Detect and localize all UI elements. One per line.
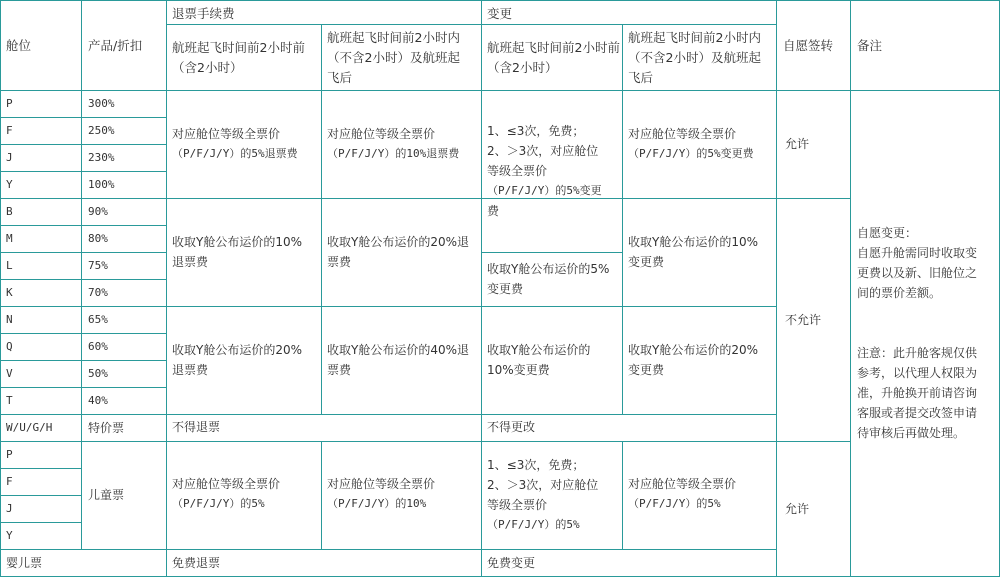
g2-change-within-line2: 变更费 [628,255,665,269]
g1-change-within-line1: 对应舱位等级全票价 [628,127,737,141]
cabin-cell: 婴儿票 [6,556,43,570]
discount-cell: 80% [88,232,108,245]
child-change-before-line4: （P/F/J/Y）的5% [487,518,580,531]
remarks-note-line4: 客服或者提交改签申请 [857,406,978,420]
cabin-cell: M [6,232,13,245]
cabin-cell: F [6,124,13,137]
grid-line [776,441,851,442]
grid-line [0,171,167,172]
header-change-before-2h-line2: （含2小时） [487,60,558,75]
discount-cell: 90% [88,205,108,218]
header-change-within-2h-line3: 飞后 [628,70,654,85]
special-change: 不得更改 [487,420,536,434]
header-change-before-2h-line1: 航班起飞时间前2小时前 [487,40,620,55]
grid-line [166,198,777,199]
grid-line [622,441,623,550]
g2-refund-within-line1: 收取Y舱公布运价的20%退 [327,235,470,249]
grid-line [166,549,777,550]
grid-line [481,0,482,577]
infant-refund: 免费退票 [172,556,221,570]
infant-change: 免费变更 [487,556,536,570]
g1-change-before-line5: 费 [487,204,500,218]
remarks-upgrade-line1: 自愿变更： [857,226,918,240]
g2-change-within-line1: 收取Y舱公布运价的10% [628,235,759,249]
cabin-cell: T [6,394,13,407]
header-refund-fee: 退票手续费 [172,6,235,21]
grid-line [321,24,322,415]
header-change-within-2h-line1: 航班起飞时间前2小时内 [628,30,761,45]
cabin-cell: Q [6,340,13,353]
g3-change-before-line2: 10%变更费 [487,363,550,377]
header-refund-within-2h-line2: （不含2小时）及航班起 [327,50,460,65]
g3-change-within-line2: 变更费 [628,363,665,377]
g3-refund-before-line2: 退票费 [172,363,209,377]
header-voluntary-endorse: 自愿签转 [783,38,834,53]
grid-line [776,0,777,577]
discount-cell: 300% [88,97,115,110]
grid-line [166,414,777,415]
cabin-cell: W/U/G/H [6,421,53,434]
grid-line [481,252,623,253]
g2-refund-before-line1: 收取Y舱公布运价的10% [172,235,303,249]
cabin-cell: L [6,259,13,272]
child-change-before-line2: 2、＞3次，对应舱位 [487,478,599,492]
cabin-cell: J [6,151,13,164]
remarks-note-line1: 注意：此升舱客规仅供 [857,346,978,360]
g2-refund-within-line2: 票费 [327,255,352,269]
child-refund-before-line2: （P/F/J/Y）的5% [172,497,265,510]
grid-line [166,0,167,577]
child-refund-within-line2: （P/F/J/Y）的10% [327,497,427,510]
discount-cell: 100% [88,178,115,191]
remarks-upgrade-line4: 间的票价差额。 [857,286,942,300]
grid-line [0,117,167,118]
remarks-upgrade-line3: 更费以及新、旧舱位之 [857,266,978,280]
g1-change-before-line2: 2、＞3次，对应舱位 [487,144,599,158]
g2-change-before-line1: 收取Y舱公布运价的5% [487,262,610,276]
grid-line [0,414,167,415]
grid-line [0,441,167,442]
header-cabin: 舱位 [6,38,32,53]
discount-cell: 230% [88,151,115,164]
child-refund-before-line1: 对应舱位等级全票价 [172,477,281,491]
cabin-cell: B [6,205,13,218]
grid-line [0,468,82,469]
endorse-not-allowed: 不允许 [785,313,822,327]
grid-line [166,24,777,25]
header-change-within-2h-line2: （不含2小时）及航班起 [628,50,761,65]
g1-change-within-line2: （P/F/J/Y）的5%变更费 [628,147,754,160]
grid-line [0,549,167,550]
g1-refund-before-line1: 对应舱位等级全票价 [172,127,281,141]
discount-cell: 75% [88,259,108,272]
g3-refund-within-line1: 收取Y舱公布运价的40%退 [327,343,470,357]
cabin-cell: Y [6,178,13,191]
cabin-cell: P [6,448,13,461]
grid-line [0,225,167,226]
cabin-cell: J [6,502,13,515]
grid-line [0,306,167,307]
header-change: 变更 [487,6,513,21]
grid-line [166,306,777,307]
header-refund-within-2h-line1: 航班起飞时间前2小时内 [327,30,460,45]
cabin-cell: V [6,367,13,380]
discount-cell: 40% [88,394,108,407]
grid-line [0,333,167,334]
g1-refund-before-line2: （P/F/J/Y）的5%退票费 [172,147,298,160]
g1-endorse: 允许 [785,137,810,151]
grid-line [776,198,851,199]
g1-change-before-line3: 等级全票价 [487,164,548,178]
g2-change-before-line2: 变更费 [487,282,524,296]
grid-line [321,441,322,550]
cabin-cell: Y [6,529,13,542]
child-product-label: 儿童票 [88,488,125,502]
header-refund-before-2h-line2: （含2小时） [172,60,243,75]
child-change-within-line2: （P/F/J/Y）的5% [628,497,721,510]
discount-cell: 60% [88,340,108,353]
grid-line [0,495,82,496]
header-product-discount: 产品/折扣 [88,38,143,53]
g1-change-before-line4: （P/F/J/Y）的5%变更 [487,184,602,197]
header-remarks: 备注 [857,38,883,53]
g3-change-before-line1: 收取Y舱公布运价的 [487,343,591,357]
cabin-cell: P [6,97,13,110]
g2-refund-before-line2: 退票费 [172,255,209,269]
header-refund-within-2h-line3: 飞后 [327,70,353,85]
remarks-note-line5: 待审核后再做处理。 [857,426,966,440]
child-refund-within-line1: 对应舱位等级全票价 [327,477,436,491]
g3-refund-within-line2: 票费 [327,363,352,377]
g1-refund-within-line1: 对应舱位等级全票价 [327,127,436,141]
cabin-cell: K [6,286,13,299]
child-endorse: 允许 [785,502,810,516]
child-change-before-line3: 等级全票价 [487,498,548,512]
grid-line [0,198,167,199]
cabin-cell: N [6,313,13,326]
g3-refund-before-line1: 收取Y舱公布运价的20% [172,343,303,357]
grid-line [0,0,1,577]
header-refund-before-2h-line1: 航班起飞时间前2小时前 [172,40,305,55]
discount-cell: 50% [88,367,108,380]
g1-refund-within-line2: （P/F/J/Y）的10%退票费 [327,147,460,160]
remarks-note-line2: 参考，以代理人权限为 [857,366,978,380]
grid-line [0,522,82,523]
grid-line [0,387,167,388]
grid-line [0,279,167,280]
discount-cell: 250% [88,124,115,137]
grid-line [622,24,623,415]
grid-line [850,0,851,577]
remarks-note-line3: 准，升舱换开前请咨询 [857,386,978,400]
g3-change-within-line1: 收取Y舱公布运价的20% [628,343,759,357]
cabin-cell: F [6,475,13,488]
discount-cell: 65% [88,313,108,326]
g1-change-before-line1: 1、≤3次，免费； [487,124,585,138]
child-change-within-line1: 对应舱位等级全票价 [628,477,737,491]
special-refund: 不得退票 [172,420,221,434]
remarks-upgrade-line2: 自愿升舱需同时收取变 [857,246,978,260]
child-change-before-line1: 1、≤3次，免费； [487,458,585,472]
grid-line [0,144,167,145]
grid-line [0,252,167,253]
discount-cell: 70% [88,286,108,299]
grid-line [0,360,167,361]
grid-line [166,441,777,442]
discount-cell: 特价票 [88,421,125,435]
